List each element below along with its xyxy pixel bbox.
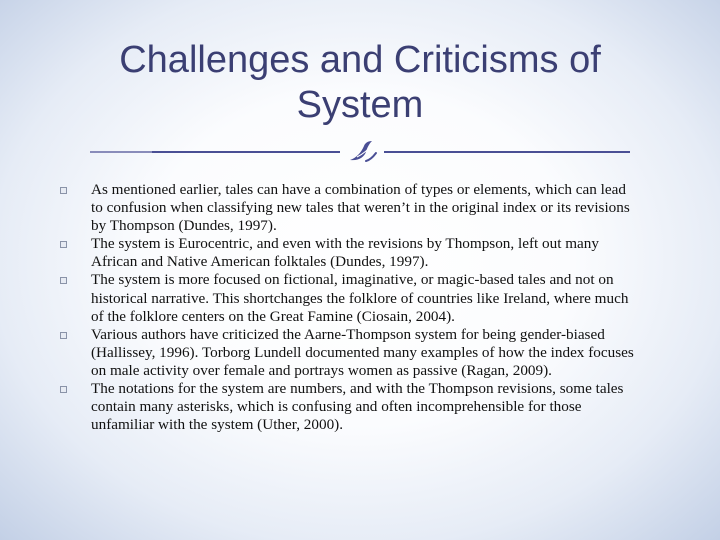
bullet-text: The system is Eurocentric, and even with the revisions by Thompson, left out many African and Native American folktales (Dundes, 1997). [91, 235, 599, 271]
quill-flourish-icon [348, 140, 378, 164]
bullet-item [60, 181, 640, 235]
title-divider [90, 140, 630, 164]
bullet-item [60, 235, 640, 271]
bullet-text: As mentioned earlier, tales can have a combination of types or elements, which can lead to confusion when classifying new tales that weren’t in the original index or its revisions by Thompson (Dundes, 1997). [91, 181, 630, 235]
square-bullet-icon [60, 332, 67, 339]
bullet-text: The system is more focused on fictional, imaginative, or magic-based tales and not on historical narrative. This shortchanges the folklore of countries like Ireland, where much of the folklore centers on the Great Famine (Ciosain, 2004). [91, 271, 629, 325]
square-bullet-icon [60, 386, 67, 393]
square-bullet-icon [60, 187, 67, 194]
bullet-text: Various authors have criticized the Aarne-Thompson system for being gender-biased (Hallissey, 1996). Torborg Lundell documented many examples of how the index focuses on male activity over female and portrays women as passive (Ragan, 2009). [91, 325, 634, 379]
divider-line-fade [90, 151, 152, 153]
square-bullet-icon [60, 241, 67, 248]
square-bullet-icon [60, 277, 67, 284]
divider-line-right [384, 151, 630, 153]
bullet-item [60, 271, 640, 325]
bullet-item [60, 380, 640, 434]
slide-title: Challenges and Criticisms of System [119, 39, 601, 126]
bullet-list [60, 181, 640, 434]
bullet-text: The notations for the system are numbers, and with the Thompson revisions, some tales contain many asterisks, which is confusing and often incomprehensible for those unfamiliar with the system (Uther, 2000). [91, 380, 624, 434]
bullet-item [60, 326, 640, 380]
